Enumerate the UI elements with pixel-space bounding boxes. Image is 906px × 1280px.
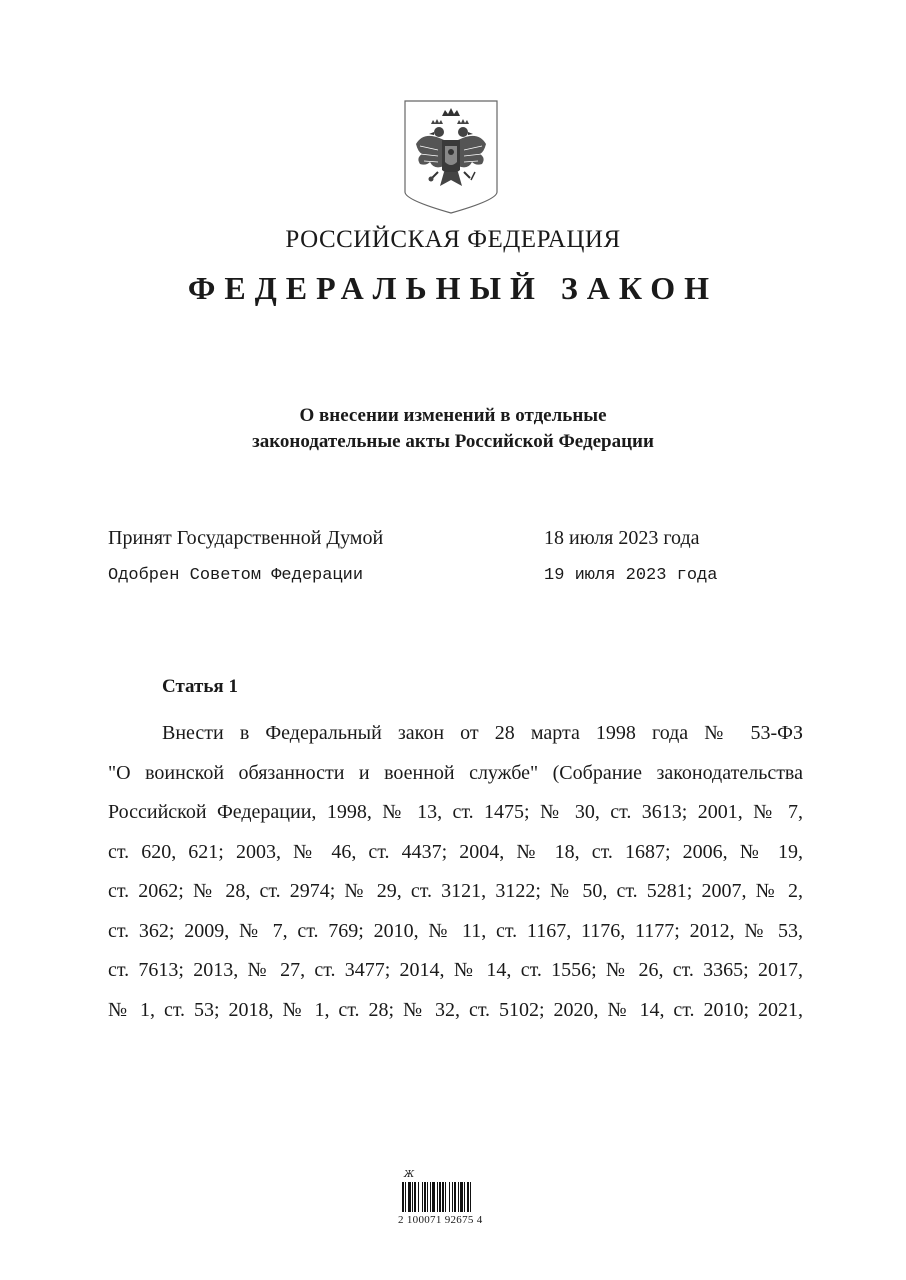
approval-label: Одобрен Советом Федерации <box>108 566 364 585</box>
coat-of-arms-icon <box>404 100 498 214</box>
barcode-bar <box>452 1182 453 1212</box>
barcode-bar <box>460 1182 463 1212</box>
article-heading: Статья 1 <box>162 676 238 697</box>
approval-date: 19 июля 2023 года <box>544 566 718 585</box>
barcode-bar <box>422 1182 423 1212</box>
article-body <box>108 714 803 1030</box>
barcode-bar <box>470 1182 471 1212</box>
barcode-bar <box>442 1182 444 1212</box>
barcode-bar <box>445 1182 446 1212</box>
barcode-bar <box>402 1182 404 1212</box>
barcode-icon <box>398 1182 524 1212</box>
article-line-2: "О воинской обязанности и военной службе" (Собрание законодательства <box>108 761 803 784</box>
barcode-bar <box>467 1182 469 1212</box>
barcode-bar <box>405 1182 406 1212</box>
law-title <box>0 403 906 455</box>
barcode-bar <box>432 1182 435 1212</box>
barcode-bar <box>427 1182 428 1212</box>
barcode-bar <box>414 1182 416 1212</box>
barcode-bar <box>408 1182 411 1212</box>
article-line-7: ст. 7613; 2013, № 27, ст. 3477; 2014, № 14, ст. 1556; № 26, ст. 3365; 2017, <box>108 959 803 981</box>
law-title-line-1: О внесении изменений в отдельные <box>299 405 607 426</box>
barcode-number: 2 100071 92675 4 <box>398 1214 483 1226</box>
barcode-bar <box>439 1182 441 1212</box>
article-line-5: ст. 2062; № 28, ст. 2974; № 29, ст. 3121, 3122; № 50, ст. 5281; 2007, № 2, <box>108 880 803 902</box>
barcode-bar <box>418 1182 419 1212</box>
article-line-1: Внести в Федеральный закон от 28 марта 1998 года № 53-ФЗ <box>162 722 803 744</box>
article-line-4: ст. 620, 621; 2003, № 46, ст. 4437; 2004, № 18, ст. 1687; 2006, № 19, <box>108 840 803 863</box>
adoption-label: Принят Государственной Думой <box>108 527 384 549</box>
country-name: РОССИЙСКАЯ ФЕДЕРАЦИЯ <box>285 226 621 253</box>
barcode-bar <box>412 1182 413 1212</box>
adoption-date: 18 июля 2023 года <box>544 527 700 549</box>
law-title-line-2: законодательные акты Российской Федерации <box>252 431 654 452</box>
barcode <box>398 1170 524 1240</box>
barcode-bar <box>464 1182 465 1212</box>
document-type: ФЕДЕРАЛЬНЫЙ ЗАКОН <box>187 270 719 306</box>
article-line-3: Российской Федерации, 1998, № 13, ст. 1475; № 30, ст. 3613; 2001, № 7, <box>108 801 803 823</box>
article-line-8: № 1, ст. 53; 2018, № 1, ст. 28; № 32, ст. 5102; 2020, № 14, ст. 2010; 2021, <box>108 998 803 1021</box>
barcode-bar <box>424 1182 426 1212</box>
barcode-bar <box>454 1182 456 1212</box>
article-line-6: ст. 362; 2009, № 7, ст. 769; 2010, № 11, ст. 1167, 1176, 1177; 2012, № 53, <box>108 919 803 942</box>
barcode-bar <box>449 1182 450 1212</box>
barcode-bar <box>458 1182 459 1212</box>
barcode-bar <box>430 1182 431 1212</box>
barcode-mark: Ж <box>404 1170 415 1180</box>
barcode-bar <box>437 1182 438 1212</box>
